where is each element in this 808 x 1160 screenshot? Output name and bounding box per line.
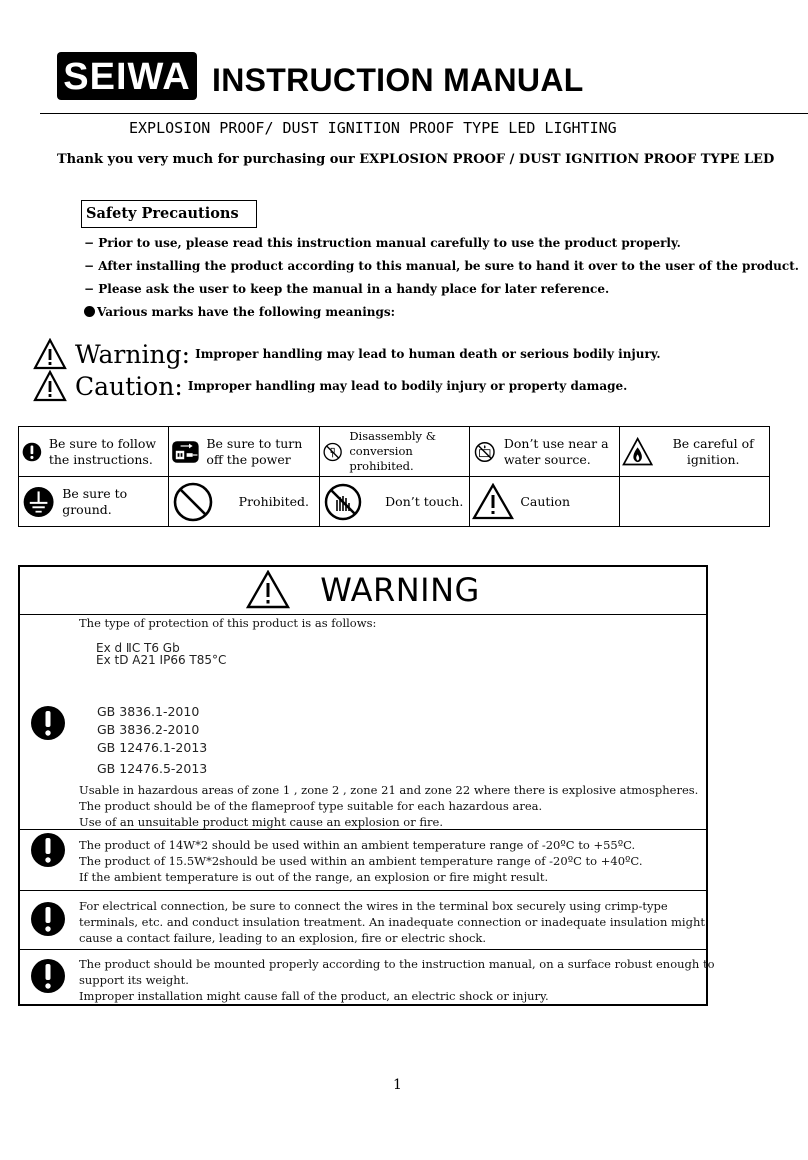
unsuitable-warning: Use of an unsuitable product might cause an explosion or fire. bbox=[79, 815, 443, 829]
symbol-prohibited: Prohibited. bbox=[238, 493, 310, 509]
symbol-follow-instructions: Be sure to follow the instructions. bbox=[48, 435, 157, 467]
caution-triangle-icon bbox=[33, 370, 67, 402]
temp-out-of-range: If the ambient temperature is out of the range, an explosion or fire might result. bbox=[79, 870, 549, 884]
standard-2: GB 3836.2-2010 bbox=[97, 722, 200, 737]
no-touch-icon bbox=[322, 481, 364, 523]
ex-marking-2: Ex tD A21 IP66 T85°C bbox=[96, 653, 227, 667]
flameproof-type: The product should be of the flameproof type suitable for each hazardous area. bbox=[79, 799, 543, 813]
mounting-line-1: The product should be mounted properly according to the instruction manual, on a surface robust enough to bbox=[79, 957, 715, 971]
caution-legend-row bbox=[33, 370, 627, 402]
thanks-line: Thank you very much for purchasing our EXPLOSION PROOF / DUST IGNITION PROOF TYPE LED bbox=[57, 152, 775, 167]
standard-1: GB 3836.1-2010 bbox=[97, 704, 200, 719]
safety-heading: Safety Precautions bbox=[81, 200, 257, 228]
caution-word: Caution: bbox=[75, 371, 183, 401]
manual-title: INSTRUCTION MANUAL bbox=[212, 62, 584, 98]
bullet-icon bbox=[84, 306, 95, 317]
warning-legend-row bbox=[33, 338, 661, 370]
prohibited-icon bbox=[171, 480, 215, 524]
mandatory-action-icon bbox=[21, 432, 43, 472]
zone-usage: Usable in hazardous areas of zone 1 , zone 2 , zone 21 and zone 22 where there is explosive atmospheres. bbox=[79, 783, 699, 797]
protection-intro: The type of protection of this product is as follows: bbox=[79, 616, 377, 630]
standard-3: GB 12476.1-2013 bbox=[97, 740, 208, 755]
caution-description: Improper handling may lead to bodily injury or property damage. bbox=[187, 379, 628, 393]
section-divider bbox=[18, 890, 708, 891]
warning-word: Warning: bbox=[75, 339, 191, 369]
ignition-hazard-icon bbox=[622, 433, 653, 471]
warning-box-header bbox=[18, 565, 708, 615]
safety-line-2: − After installing the product according to this manual, be sure to hand it over to the user of the product. bbox=[84, 259, 799, 273]
brand-name: SEIWA bbox=[63, 56, 191, 98]
no-water-icon bbox=[472, 432, 498, 472]
electrical-line-2: terminals, etc. and conduct insulation treatment. An inadequate connection or inadequate insulation might bbox=[79, 915, 706, 929]
symbol-careful-ignition: Be careful of ignition. bbox=[672, 435, 754, 467]
ground-icon bbox=[21, 482, 56, 522]
page-number: 1 bbox=[393, 1077, 402, 1093]
symbol-no-water: Don’t use near a water source. bbox=[503, 435, 609, 467]
standard-4: GB 12476.5-2013 bbox=[97, 761, 208, 776]
symbol-caution: Caution bbox=[520, 493, 571, 509]
no-disassembly-icon bbox=[322, 432, 343, 472]
electrical-line-1: For electrical connection, be sure to connect the wires in the terminal box securely using crimp-type bbox=[79, 899, 668, 913]
safety-line-3: − Please ask the user to keep the manual in a handy place for later reference. bbox=[84, 282, 610, 296]
section-divider bbox=[18, 829, 708, 830]
mandatory-icon-3 bbox=[30, 901, 66, 941]
safety-line-1: − Prior to use, please read this instruction manual carefully to use the product properly. bbox=[84, 236, 681, 250]
caution-icon bbox=[472, 483, 514, 521]
warning-triangle-icon bbox=[33, 338, 67, 370]
section-divider bbox=[18, 949, 708, 950]
warning-heading: WARNING bbox=[320, 570, 480, 609]
symbol-ground: Be sure to ground. bbox=[62, 485, 128, 517]
temp-range-14w: The product of 14W*2 should be used within an ambient temperature range of -20ºC to +55ºC. bbox=[79, 838, 636, 852]
marks-intro-line bbox=[84, 305, 395, 319]
mandatory-icon-4 bbox=[30, 958, 66, 998]
symbol-turn-off-power: Be sure to turn off the power bbox=[206, 435, 303, 467]
ex-marking-1: Ex d ⅡC T6 Gb bbox=[96, 641, 180, 655]
warning-header-icon bbox=[246, 570, 290, 610]
electrical-line-3: cause a contact failure, leading to an explosion, fire or electric shock. bbox=[79, 931, 487, 945]
mounting-line-2: support its weight. bbox=[79, 973, 189, 987]
mandatory-icon-2 bbox=[30, 832, 66, 872]
mandatory-icon-1 bbox=[30, 705, 66, 745]
brand-logo bbox=[57, 52, 197, 100]
manual-subtitle: EXPLOSION PROOF/ DUST IGNITION PROOF TYPE LED LIGHTING bbox=[129, 119, 617, 137]
temp-range-15w: The product of 15.5W*2should be used within an ambient temperature range of -20ºC to +40ºC. bbox=[79, 854, 643, 868]
warning-description: Improper handling may lead to human death or serious bodily injury. bbox=[195, 347, 661, 361]
symbol-no-disassembly: Disassembly & conversion prohibited. bbox=[349, 429, 436, 473]
marks-intro: Various marks have the following meanings: bbox=[97, 305, 396, 319]
unplug-icon bbox=[171, 432, 200, 472]
symbols-table bbox=[18, 426, 770, 527]
symbol-dont-touch: Don’t touch. bbox=[385, 493, 464, 509]
mounting-line-3: Improper installation might cause fall of the product, an electric shock or injury. bbox=[79, 989, 549, 1003]
header-divider bbox=[40, 113, 808, 114]
